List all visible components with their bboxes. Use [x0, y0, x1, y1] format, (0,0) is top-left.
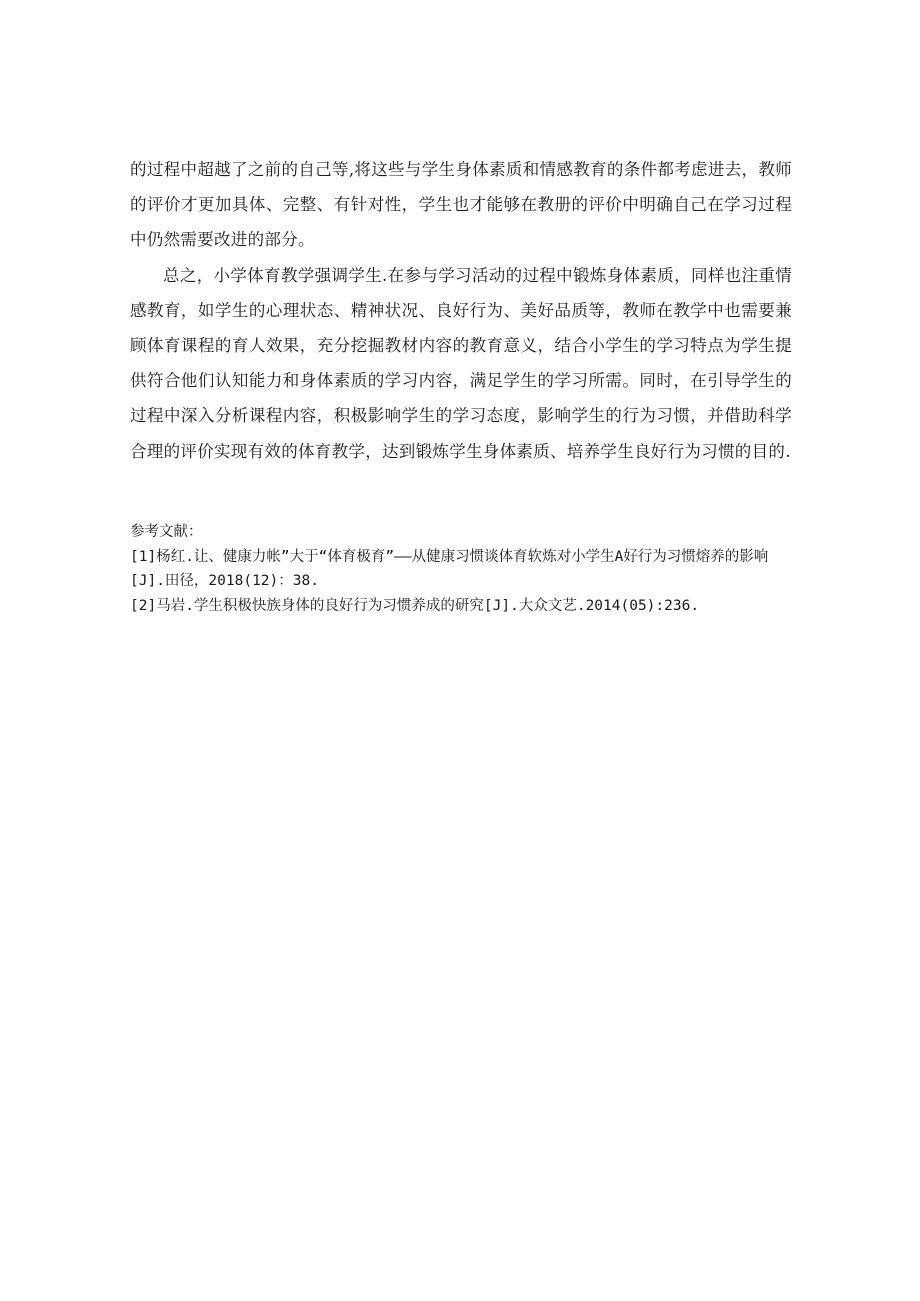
references-heading: 参考文献：	[130, 524, 203, 540]
paragraph-conclusion: 总之，小学体育教学强调学生.在参与学习活动的过程中锻炼身体素质，同样也注重情感教育，如学生的心理状态、精神状况、良好行为、美好品质等，教师在教学中也需要兼顾体育课程的育人效果，充分挖掘教材内容的教育意义，结合小学生的学习特点为学生提供符合他们认知能力和身体素质的学习内容，满足学生的学习所需。同时，在引导学生的过程中深入分析课程内容，积极影响学生的学习态度，影响学生的行为习惯，并借助科学合理的评价实现有效的体育教学，达到锻炼学生身体素质、培养学生良好行为习惯的目的.	[130, 265, 792, 461]
reference-item-1: [1]杨红.让、健康力帐”大于“体育极育”——从健康习惯谈体育软炼对小学生A好行为习惯熔养的影响[J].田径，2018(12)：38.	[130, 548, 769, 589]
body-text	[130, 152, 792, 469]
reference-item-2: [2]马岩.学生积极快族身体的良好行为习惯养成的研究[J].大众文艺.2014(05):236.	[130, 597, 700, 614]
paragraph-continuation: 的过程中超越了之前的自己等,将这些与学生身体素质和情感教育的条件都考虑进去，教师的评价才更加具体、完整、有针对性，学生也才能够在教册的评价中明确自己在学习过程中仍然需要改进的部分。	[130, 160, 792, 250]
references-section	[130, 520, 792, 618]
